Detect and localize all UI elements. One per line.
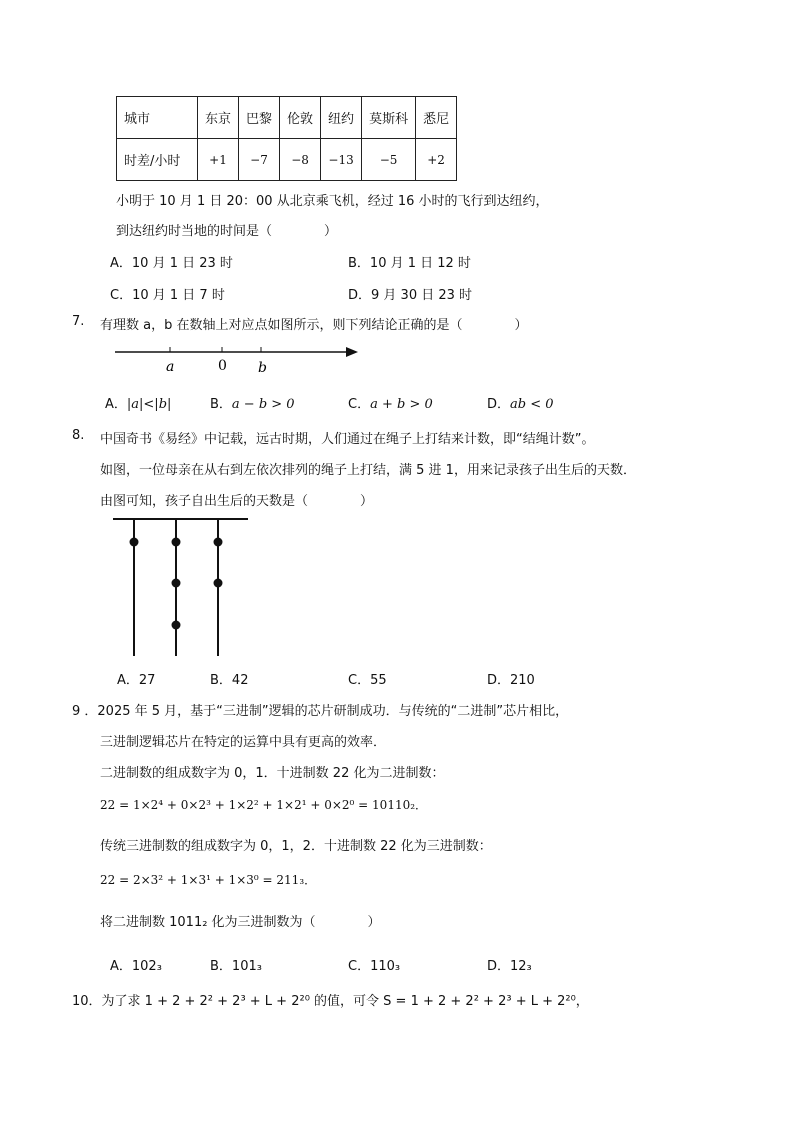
q8-option-d: D．210	[487, 673, 535, 688]
q8-line3: 由图可知，孩子自出生后的天数是（ ）	[100, 494, 374, 509]
knot	[214, 538, 223, 547]
q6-option-a: A．10 月 1 日 23 时	[110, 256, 233, 271]
knot	[214, 579, 223, 588]
table-cell: −8	[280, 139, 321, 181]
q6-text-line1: 小明于 10 月 1 日 20：00 从北京乘飞机，经过 16 小时的飞行到达纽约，	[116, 194, 549, 209]
q7-option-d: D．ab < 0	[487, 397, 554, 412]
q7-stem: 有理数 a，b 在数轴上对应点如图所示，则下列结论正确的是（ ）	[100, 318, 528, 333]
axis-arrow-icon	[346, 347, 358, 357]
table-row-label: 时差/小时	[117, 139, 198, 181]
table-row	[117, 97, 457, 139]
label-zero: 0	[218, 358, 227, 374]
q6-option-c: C．10 月 1 日 7 时	[110, 288, 225, 303]
q6-option-b: B．10 月 1 日 12 时	[348, 256, 471, 271]
label-a: a	[166, 359, 175, 375]
table-cell: +1	[198, 139, 239, 181]
q9-line1: 9 ．2025 年 5 月，基于“三进制”逻辑的芯片研制成功．与传统的“二进制”芯片相比，	[72, 704, 569, 719]
q9-line5: 将二进制数 1011₂ 化为三进制数为（ ）	[100, 915, 381, 930]
q10-line1: 10．为了求 1 + 2 + 2² + 2³ + L + 2²⁰ 的值，可令 S = 1 + 2 + 2² + 2³ + L + 2²⁰，	[72, 994, 589, 1009]
table-cell: −7	[239, 139, 280, 181]
q7-option-b: B．a − b > 0	[210, 397, 295, 412]
q9-formula-binary: 22 = 1×2⁴ + 0×2³ + 1×2² + 1×2¹ + 0×2⁰ = 10110₂．	[100, 798, 428, 812]
q7-number: 7.	[72, 314, 85, 329]
q6-text-line2: 到达纽约时当地的时间是（ ）	[116, 224, 338, 239]
q9-line4: 传统三进制数的组成数字为 0，1，2．十进制数 22 化为三进制数：	[100, 839, 492, 854]
timezone-table	[116, 96, 457, 181]
q7-option-a: A．|a|<|b|	[105, 397, 172, 412]
table-cell: −5	[362, 139, 416, 181]
table-header-cell: 伦敦	[280, 97, 321, 139]
q9-option-b: B．101₃	[210, 959, 262, 974]
table-header-cell: 城市	[117, 97, 198, 139]
table-cell: −13	[321, 139, 362, 181]
table-header-cell: 东京	[198, 97, 239, 139]
q7-option-c: C．a + b > 0	[348, 397, 433, 412]
q8-option-c: C．55	[348, 673, 387, 688]
knot	[172, 621, 181, 630]
q9-formula-ternary: 22 = 2×3² + 1×3¹ + 1×3⁰ = 211₃．	[100, 873, 317, 887]
q9-option-d: D．12₃	[487, 959, 532, 974]
table-row	[117, 139, 457, 181]
knot-rope-figure	[110, 512, 255, 662]
table-header-cell: 悉尼	[416, 97, 457, 139]
table-cell: +2	[416, 139, 457, 181]
table-header-cell: 巴黎	[239, 97, 280, 139]
number-line-figure	[110, 340, 370, 380]
q9-line3: 二进制数的组成数字为 0，1．十进制数 22 化为二进制数：	[100, 766, 445, 781]
q8-line1: 中国奇书《易经》中记载，远古时期，人们通过在绳子上打结来计数，即“结绳计数”。	[100, 432, 595, 447]
q6-option-d: D．9 月 30 日 23 时	[348, 288, 473, 303]
q9-option-c: C．110₃	[348, 959, 401, 974]
q8-option-b: B．42	[210, 673, 249, 688]
knot	[130, 538, 139, 547]
table-header-cell: 纽约	[321, 97, 362, 139]
q8-option-a: A．27	[117, 673, 156, 688]
q9-option-a: A．102₃	[110, 959, 162, 974]
knot	[172, 538, 181, 547]
knot	[172, 579, 181, 588]
q8-line2: 如图，一位母亲在从右到左依次排列的绳子上打结，满 5 进 1，用来记录孩子出生后的天数．	[100, 463, 636, 478]
q9-line2: 三进制逻辑芯片在特定的运算中具有更高的效率．	[100, 735, 387, 750]
table-header-cell: 莫斯科	[362, 97, 416, 139]
q8-number: 8.	[72, 428, 85, 443]
label-b: b	[258, 360, 267, 376]
